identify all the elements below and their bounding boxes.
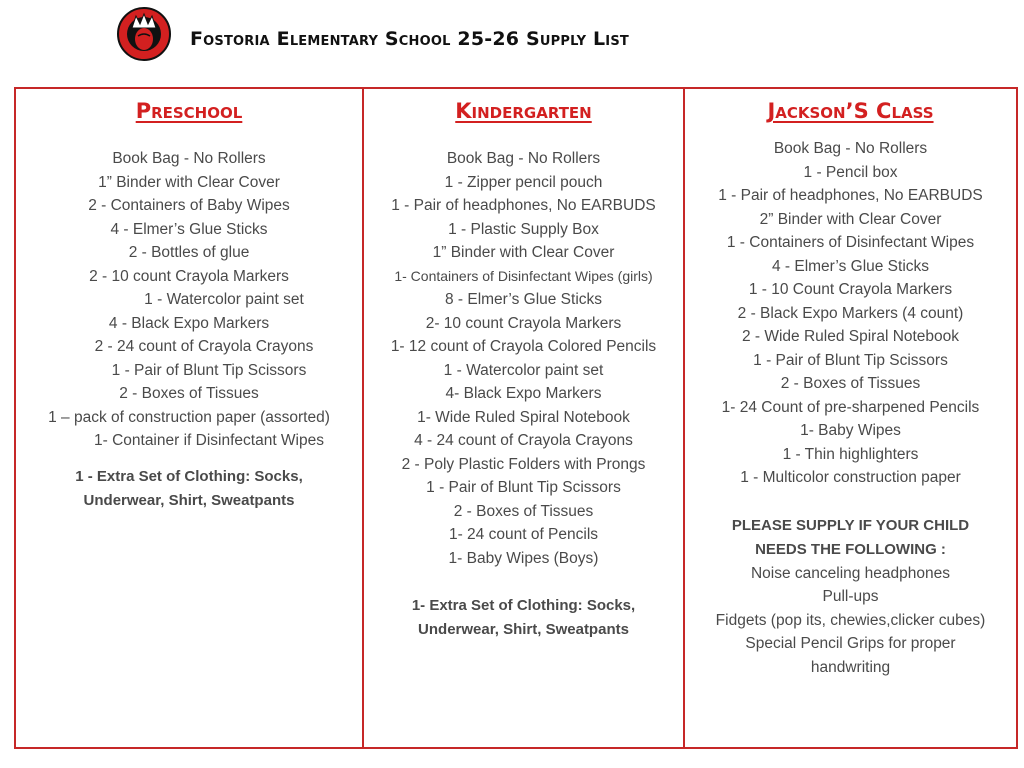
list-item: 2 - Boxes of Tissues <box>453 502 594 520</box>
list-item: 2 - Containers of Baby Wipes <box>88 197 290 214</box>
list-item: 1 - Zipper pencil pouch <box>444 173 603 191</box>
list-item: 1- Wide Ruled Spiral Notebook <box>417 408 630 426</box>
list-item: 1” Binder with Clear Cover <box>432 244 615 261</box>
list-item: 4- Black Expo Markers <box>445 385 602 402</box>
list-item: 2 - Wide Ruled Spiral Notebook <box>741 328 960 345</box>
list-item: 2 - Boxes of Tissues <box>119 385 259 402</box>
kindergarten-column <box>364 87 683 749</box>
list-item: 4 - 24 count of Crayola Crayons <box>414 432 633 449</box>
list-item: 1 - Pair of Blunt Tip Scissors <box>111 361 307 379</box>
list-item: 2 - Boxes of Tissues <box>780 375 921 392</box>
list-item: 1 - 10 Count Crayola Markers <box>748 281 953 298</box>
kindergarten-title: Kindergarten <box>455 99 592 123</box>
list-item: 4 - Elmer’s Glue Sticks <box>771 257 930 275</box>
list-item: 1- Containers of Disinfectant Wipes (girls) <box>394 267 653 284</box>
list-item: 1 - Multicolor construction paper <box>740 469 961 486</box>
jackson-note-line1: PLEASE SUPPLY IF YOUR CHILD <box>731 516 970 534</box>
list-item: 1 - Pair of Blunt Tip Scissors <box>753 351 948 369</box>
list-item: Book Bag - No Rollers <box>112 150 266 167</box>
list-item: 1- 24 count of Pencils <box>448 526 599 543</box>
list-item: 1- Container if Disinfectant Wipes <box>93 432 324 449</box>
list-item: 1 - Pair of Blunt Tip Scissors <box>426 479 621 496</box>
list-item: 8 - Elmer’s Glue Sticks <box>444 291 603 308</box>
list-item: 1 – pack of construction paper (assorted) <box>48 408 330 426</box>
list-item: 1- 12 count of Crayola Colored Pencils <box>390 338 657 355</box>
jackson-list <box>685 137 1016 490</box>
list-item: Fidgets (pop its, chewies,clicker cubes) <box>715 611 986 629</box>
list-item: 1- 24 Count of pre-sharpened Pencils <box>721 398 980 416</box>
list-item: 2 - Bottles of glue <box>128 244 250 261</box>
preschool-column <box>16 87 362 749</box>
kindergarten-note-line1: 1- Extra Set of Clothing: Socks, <box>411 597 636 614</box>
list-item: 1 - Plastic Supply Box <box>448 220 599 238</box>
jackson-extras-list <box>685 562 1016 680</box>
list-item: 1” Binder with Clear Cover <box>98 173 280 191</box>
list-item: 1 - Containers of Disinfectant Wipes <box>726 234 975 251</box>
preschool-list <box>16 147 362 453</box>
list-item: handwriting <box>810 658 891 676</box>
list-item: 2” Binder with Clear Cover <box>759 210 942 228</box>
jackson-column <box>685 87 1016 749</box>
list-item: Special Pencil Grips for proper <box>745 635 956 652</box>
list-item: 1 - Pair of headphones, No EARBUDS <box>391 197 656 214</box>
list-item: Book Bag - No Rollers <box>773 140 928 157</box>
kindergarten-note-line2: Underwear, Shirt, Sweatpants <box>418 621 629 638</box>
list-item: 1 - Pair of headphones, No EARBUDS <box>718 187 983 204</box>
list-item: 1- Baby Wipes (Boys) <box>448 549 599 567</box>
school-logo <box>116 6 172 62</box>
preschool-note-line2: Underwear, Shirt, Sweatpants <box>83 491 295 509</box>
preschool-note-line1: 1 - Extra Set of Clothing: Socks, <box>75 467 303 485</box>
list-item: 2 - Poly Plastic Folders with Prongs <box>401 455 646 473</box>
list-item: 1- Baby Wipes <box>800 422 901 439</box>
jackson-title: Jackson’S Class <box>767 99 934 123</box>
list-item: Book Bag - No Rollers <box>446 150 601 167</box>
jackson-note-line2: NEEDS THE FOLLOWING : <box>755 540 946 558</box>
list-item: 4 - Black Expo Markers <box>108 314 270 332</box>
list-item: 4 - Elmer’s Glue Sticks <box>110 220 268 238</box>
preschool-title: Preschool <box>135 99 243 123</box>
list-item: 1 - Watercolor paint set <box>144 291 304 308</box>
list-item: 2 - 10 count Crayola Markers <box>89 267 289 285</box>
list-item: 2 - Black Expo Markers (4 count) <box>737 304 964 322</box>
list-item: Pull-ups <box>822 588 879 605</box>
list-item: 1 - Thin highlighters <box>782 445 919 463</box>
list-item: 2 - 24 count of Crayola Crayons <box>94 338 314 355</box>
list-item: 2- 10 count Crayola Markers <box>425 314 622 332</box>
list-item: Noise canceling headphones <box>750 564 951 582</box>
list-item: 1 - Pencil box <box>803 163 898 181</box>
kindergarten-list <box>364 147 683 570</box>
list-item: 1 - Watercolor paint set <box>443 361 604 379</box>
page-title: Fostoria Elementary School 25-26 Supply List <box>190 28 629 50</box>
